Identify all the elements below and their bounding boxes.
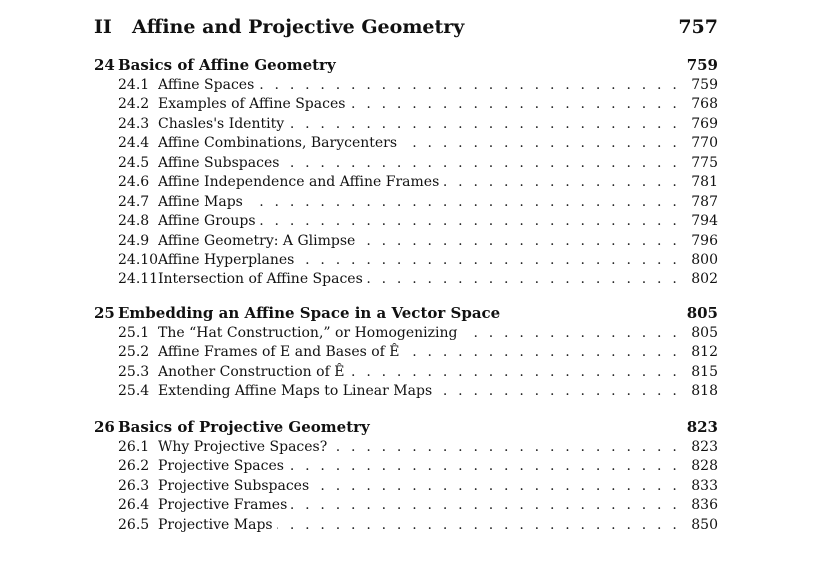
toc-section-entry[interactable] — [94, 382, 718, 401]
section-title-leader — [158, 457, 680, 476]
section-title-leader — [158, 496, 680, 515]
section-page: 815 — [691, 363, 718, 380]
section-number: 24.1 — [118, 77, 150, 93]
chapter-26 — [94, 418, 718, 535]
chapter-page: 805 — [686, 304, 718, 322]
section-title: Affine Groups — [158, 213, 260, 229]
section-number: 24.7 — [118, 193, 150, 210]
part-heading — [94, 16, 718, 42]
section-number: 25.1 — [118, 325, 150, 341]
toc-section-entry[interactable] — [94, 193, 718, 212]
section-title: Affine Spaces — [158, 77, 258, 93]
section-number: 26.4 — [118, 497, 150, 514]
toc-section-entry[interactable] — [94, 173, 718, 192]
section-title-leader — [158, 516, 680, 535]
section-title-leader — [158, 343, 680, 362]
section-title-leader — [158, 232, 680, 251]
section-title: Affine Subspaces — [158, 155, 283, 171]
toc-section-entry[interactable] — [94, 363, 718, 382]
section-page: 775 — [691, 154, 718, 171]
section-title: Affine Maps — [158, 194, 247, 210]
section-title: Extending Affine Maps to Linear Maps — [158, 383, 436, 399]
section-title-leader — [158, 363, 680, 382]
section-title: Affine Geometry: A Glimpse — [158, 233, 359, 249]
section-title-leader — [158, 251, 680, 270]
section-number: 26.1 — [118, 439, 150, 455]
section-number: 24.2 — [118, 96, 150, 113]
section-page: 823 — [691, 439, 718, 455]
section-title-leader — [158, 382, 680, 401]
section-page: 781 — [691, 174, 718, 191]
section-title-leader — [158, 134, 680, 153]
section-title-leader — [158, 270, 680, 289]
section-number: 24.8 — [118, 213, 150, 230]
chapter-title: Basics of Projective Geometry — [118, 418, 370, 436]
toc-section-entry[interactable] — [94, 496, 718, 515]
section-number: 24.11 — [118, 271, 159, 288]
section-page: 768 — [691, 96, 718, 113]
section-number: 24.10 — [118, 251, 159, 268]
chapter-heading[interactable] — [94, 304, 718, 324]
section-number: 25.4 — [118, 383, 150, 400]
toc-section-entry[interactable] — [94, 134, 718, 153]
toc-section-entry[interactable] — [94, 251, 718, 270]
section-page: 794 — [691, 213, 718, 230]
section-title: Intersection of Affine Spaces — [158, 271, 367, 287]
chapter-number: 26 — [94, 418, 115, 436]
section-title-leader — [158, 173, 680, 192]
part-number: II — [94, 16, 112, 38]
section-title: Affine Independence and Affine Frames — [158, 174, 443, 190]
section-page: 833 — [691, 477, 718, 494]
section-title-leader — [158, 154, 680, 173]
toc-section-entry[interactable] — [94, 76, 718, 95]
section-page: 796 — [691, 232, 718, 249]
toc-section-entry[interactable] — [94, 457, 718, 476]
section-number: 24.9 — [118, 232, 150, 249]
section-title: The “Hat Construction,” or Homogenizing — [158, 325, 462, 341]
section-page: 812 — [691, 344, 718, 361]
section-title: Affine Hyperplanes — [158, 252, 298, 268]
section-title: Projective Subspaces — [158, 478, 313, 494]
chapter-number: 24 — [94, 56, 115, 74]
section-number: 25.3 — [118, 363, 150, 380]
chapter-heading[interactable] — [94, 56, 718, 76]
toc-section-entry[interactable] — [94, 115, 718, 134]
toc-section-entry[interactable] — [94, 270, 718, 289]
section-page: 836 — [691, 497, 718, 514]
toc-section-entry[interactable] — [94, 212, 718, 231]
section-number: 24.4 — [118, 135, 150, 152]
toc-section-entry[interactable] — [94, 154, 718, 173]
section-page: 802 — [691, 271, 718, 288]
toc-section-entry[interactable] — [94, 232, 718, 251]
section-page: 818 — [691, 383, 718, 400]
chapter-number: 25 — [94, 304, 115, 322]
toc-section-entry[interactable] — [94, 95, 718, 114]
chapter-title: Embedding an Affine Space in a Vector Space — [118, 304, 501, 322]
section-number: 24.3 — [118, 115, 150, 132]
section-title-leader — [158, 324, 680, 343]
section-title: Chasles's Identity — [158, 116, 288, 132]
section-title: Projective Maps — [158, 517, 277, 533]
chapter-page: 823 — [686, 418, 718, 436]
section-number: 26.3 — [118, 477, 150, 494]
section-title: Why Projective Spaces? — [158, 439, 331, 455]
section-page: 787 — [691, 193, 718, 210]
section-title-leader — [158, 115, 680, 134]
section-title: Affine Combinations, Barycenters — [158, 135, 401, 151]
section-number: 24.5 — [118, 154, 150, 171]
toc-section-entry[interactable] — [94, 516, 718, 535]
section-number: 25.2 — [118, 344, 150, 361]
section-page: 759 — [691, 77, 718, 93]
chapter-heading[interactable] — [94, 418, 718, 438]
part-title: Affine and Projective Geometry — [132, 16, 465, 38]
section-number: 26.2 — [118, 458, 150, 475]
toc-section-entry[interactable] — [94, 438, 718, 457]
toc-section-entry[interactable] — [94, 343, 718, 362]
section-page: 769 — [691, 115, 718, 132]
section-page: 770 — [691, 135, 718, 152]
section-title-leader — [158, 193, 680, 212]
section-title-leader — [158, 212, 680, 231]
part-page: 757 — [678, 16, 718, 38]
chapter-24 — [94, 56, 718, 290]
section-title-leader — [158, 76, 680, 95]
section-title-leader — [158, 438, 680, 457]
toc-section-entry[interactable] — [94, 324, 718, 343]
section-title: Another Construction of Ê — [158, 364, 348, 380]
section-page: 850 — [691, 516, 718, 533]
toc-section-entry[interactable] — [94, 477, 718, 496]
section-page: 828 — [691, 458, 718, 475]
section-title-leader — [158, 95, 680, 114]
section-number: 24.6 — [118, 174, 150, 191]
section-title: Projective Frames — [158, 497, 291, 513]
chapter-25 — [94, 304, 718, 402]
section-title: Affine Frames of E and Bases of Ê — [158, 344, 404, 360]
chapter-title: Basics of Affine Geometry — [118, 56, 336, 74]
section-title: Projective Spaces — [158, 458, 288, 474]
chapter-page: 759 — [686, 56, 718, 74]
section-number: 26.5 — [118, 516, 150, 533]
section-title: Examples of Affine Spaces — [158, 96, 349, 112]
section-page: 800 — [691, 251, 718, 268]
section-title-leader — [158, 477, 680, 496]
section-page: 805 — [691, 325, 718, 341]
